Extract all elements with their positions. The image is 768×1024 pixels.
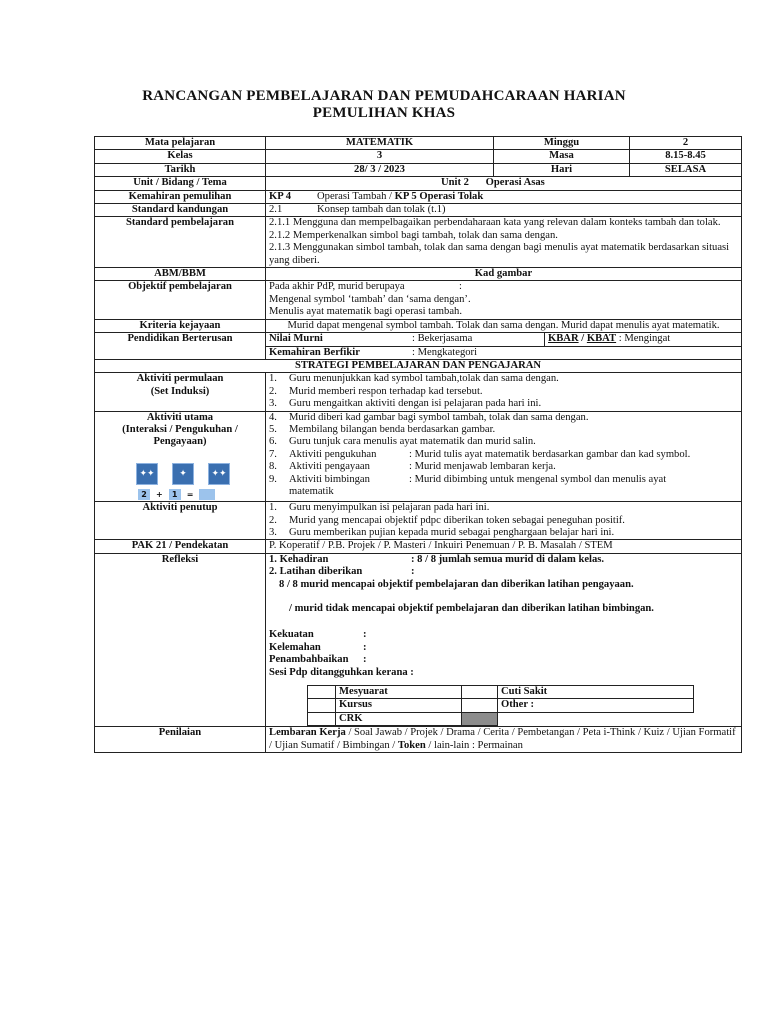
list-item: 5. Membilang bilangan benda berdasarkan gambar.	[269, 423, 496, 435]
value-utama	[266, 411, 742, 502]
equals-sign: =	[186, 489, 194, 499]
value-pak21: P. Koperatif / P.B. Projek / P. Masteri / Inkuiri Penemuan / P. B. Masalah / STEM	[266, 540, 742, 553]
value-standard-kandungan	[266, 204, 742, 217]
value-kelas: 3	[266, 150, 494, 163]
objektif-intro: Pada akhir PdP, murid berupaya :	[269, 281, 462, 293]
row-refleksi	[95, 553, 742, 726]
label-refleksi: Refleksi	[95, 553, 266, 726]
value-mata-pelajaran: MATEMATIK	[266, 137, 494, 150]
label-kursus: Kursus	[336, 699, 462, 712]
value-penilaian: Lembaran Kerja / Soal Jawab / Projek / Drama / Cerita / Pembetangan / Peta i-Think / Kuiz / Ujian Formatif / Ujian Sumatif / Bimbingan / Token / lain-lain : Permainan	[266, 727, 742, 753]
kemahiran-text-bold: KP 5 Operasi Tolak	[394, 190, 484, 202]
label-cuti-sakit: Cuti Sakit	[498, 686, 694, 699]
number-card: 2	[138, 489, 150, 500]
list-item: 1. Guru menunjukkan kad symbol tambah,tolak dan sama dengan.	[269, 373, 559, 385]
sp-item: 2.1.1 Mengguna dan mempelbagaikan perbendaharaan kata yang relevan dalam konteks tambah dan tolak.	[269, 217, 721, 229]
checkbox-crk[interactable]	[308, 712, 336, 725]
label-pak21: PAK 21 / Pendekatan	[95, 540, 266, 553]
unit-code: Unit 2	[441, 177, 469, 189]
value-masa: 8.15-8.45	[630, 150, 742, 163]
row-penilaian	[95, 727, 742, 753]
label-tarikh: Tarikh	[95, 163, 266, 176]
document-title	[0, 88, 768, 122]
list-item: 1. Guru menyimpulkan isi pelajaran pada hari ini.	[269, 502, 490, 514]
kbar-label: KBAR	[548, 333, 579, 345]
label-standard-pembelajaran: Standard pembelajaran	[95, 217, 266, 268]
checkbox-other[interactable]	[462, 699, 498, 712]
value-kriteria: Murid dapat mengenal symbol tambah. Tolak dan sama dengan. Murid dapat menulis ayat matematik.	[266, 319, 742, 332]
kemahiran-berfikir-value: : Mengkategori	[412, 346, 478, 358]
refleksi-line-2: / murid tidak mencapai objektif pembelajaran dan diberikan latihan bimbingan.	[289, 603, 654, 614]
list-item: 4. Murid diberi kad gambar bagi symbol tambah, tolak dan sama dengan.	[269, 411, 589, 423]
lesson-plan-table	[94, 136, 742, 753]
label-standard-kandungan: Standard kandungan	[95, 204, 266, 217]
checkbox-kursus[interactable]	[308, 699, 336, 712]
sp-item: 2.1.2 Memperkenalkan simbol bagi tambah, tolak dan sama dengan.	[269, 229, 558, 241]
row-kriteria	[95, 319, 742, 332]
title-line-2: PEMULIHAN KHAS	[312, 105, 456, 121]
label-penilaian: Penilaian	[95, 727, 266, 753]
list-item: 6. Guru tunjuk cara menulis ayat matematik dan murid salin.	[269, 436, 536, 448]
value-minggu: 2	[630, 137, 742, 150]
row-strategi	[95, 359, 742, 372]
unit-name: Operasi Asas	[485, 177, 545, 189]
nilai-murni-value: : Bekerjasama	[412, 333, 473, 345]
value-tarikh: 28/ 3 / 2023	[266, 163, 494, 176]
plus-sign: +	[156, 489, 163, 499]
list-item: 7. Aktiviti pengukuhan : Murid tulis ayat matematik berdasarkan gambar dan kad symbol.	[269, 448, 691, 460]
nilai-murni-label: Nilai Murni	[269, 333, 323, 345]
row-unit	[95, 177, 742, 190]
refleksi-kehadiran: 1. Kehadiran : 8 / 8 jumlah semua murid di dalam kelas.	[269, 553, 605, 565]
list-item: 3. Guru memberikan pujian kepada murid sebagai penghargaan belajar hari ini.	[269, 526, 615, 538]
label-minggu: Minggu	[494, 137, 630, 150]
row-pak21	[95, 540, 742, 553]
kbar-cell: KBAR / KBAT : Mengingat	[630, 333, 742, 346]
label-other: Other :	[498, 699, 694, 712]
row-standard-kandungan	[95, 204, 742, 217]
value-permulaan	[266, 373, 742, 411]
sp-item: 2.1.3 Menggunakan simbol tambah, tolak dan sama dengan bagi menulis ayat matematik berdasarkan situasi yang diberi.	[269, 242, 730, 266]
label-abm: ABM/BBM	[95, 268, 266, 281]
refleksi-sesi: Sesi Pdp ditangguhkan kerana :	[269, 666, 414, 678]
standard-kandungan-code: 2.1	[269, 204, 283, 216]
value-standard-pembelajaran	[266, 217, 742, 268]
list-item: 8. Aktiviti pengayaan : Murid menjawab lembaran kerja.	[269, 461, 556, 473]
number-card: 1	[169, 489, 181, 500]
star-card-icon: ✦	[172, 463, 194, 485]
label-mesyuarat: Mesyuarat	[336, 686, 462, 699]
empty-cell	[498, 712, 694, 725]
row-objektif	[95, 281, 742, 319]
answer-card	[199, 489, 215, 500]
refleksi-kekuatan: Kekuatan :	[269, 629, 367, 641]
symbol-card-icons	[136, 463, 262, 485]
refleksi-kelemahan: Kelemahan :	[269, 641, 367, 653]
value-unit	[266, 177, 742, 190]
star-card-icon: ✦✦	[208, 463, 230, 485]
kemahiran-berfikir-label: Kemahiran Berfikir	[269, 346, 360, 358]
objektif-item: Mengenal symbol ‘tambah’ dan ‘sama dengan’.	[269, 293, 471, 305]
value-penutup	[266, 502, 742, 540]
label-unit: Unit / Bidang / Tema	[95, 177, 266, 190]
label-utama: Aktiviti utama (Interaksi / Pengukuhan / Pengayaan) ✦✦ ✦ ✦✦ 2 + 1 =	[95, 411, 266, 502]
list-item: 2. Murid memberi respon terhadap kad tersebut.	[269, 385, 483, 397]
label-masa: Masa	[494, 150, 630, 163]
label-kriteria: Kriteria kejayaan	[95, 319, 266, 332]
kbat-value: : Mengingat	[616, 333, 671, 345]
row-penutup	[95, 502, 742, 540]
label-kemahiran: Kemahiran pemulihan	[95, 190, 266, 203]
label-objektif: Objektif pembelajaran	[95, 281, 266, 319]
row-abm	[95, 268, 742, 281]
shaded-cell	[462, 712, 498, 725]
list-item: matematik	[289, 485, 334, 497]
kbat-label: KBAT	[586, 333, 617, 345]
value-objektif	[266, 281, 742, 319]
row-kelas	[95, 150, 742, 163]
row-permulaan	[95, 373, 742, 411]
postponed-reasons-table	[307, 685, 694, 726]
label-mata-pelajaran: Mata pelajaran	[95, 137, 266, 150]
objektif-item: Menulis ayat matematik bagi operasi tambah.	[269, 306, 462, 318]
row-kemahiran	[95, 190, 742, 203]
strategi-heading: STRATEGI PEMBELAJARAN DAN PENGAJARAN	[95, 359, 742, 372]
label-pendidikan: Pendidikan Berterusan	[95, 333, 266, 360]
title-line-1: RANCANGAN PEMBELAJARAN DAN PEMUDAHCARAAN HARIAN	[142, 88, 626, 104]
list-item: 3. Guru mengaitkan aktiviti dengan isi pelajaran pada hari ini.	[269, 398, 542, 410]
label-crk: CRK	[336, 712, 462, 725]
refleksi-line-1: 8 / 8 murid mencapai objektif pembelajaran dan diberikan latihan pengayaan.	[279, 578, 634, 590]
kemahiran-code: KP 4	[269, 190, 292, 202]
kemahiran-berfikir-cell	[266, 346, 742, 359]
label-penutup: Aktiviti penutup	[95, 502, 266, 540]
value-hari: SELASA	[630, 163, 742, 176]
refleksi-penambahbaikan: Penambahbaikan :	[269, 654, 367, 666]
row-mata-pelajaran	[95, 137, 742, 150]
value-refleksi	[266, 553, 742, 726]
row-tarikh	[95, 163, 742, 176]
row-pendidikan-nilai	[95, 333, 742, 346]
checkbox-cuti-sakit[interactable]	[462, 686, 498, 699]
value-kemahiran	[266, 190, 742, 203]
label-hari: Hari	[494, 163, 630, 176]
list-item: 2. Murid yang mencapai objektif pdpc diberikan token sebagai peneguhan positif.	[269, 514, 625, 526]
symbol-number-cards	[138, 489, 262, 501]
row-standard-pembelajaran	[95, 217, 742, 268]
label-permulaan: Aktiviti permulaan (Set Induksi)	[95, 373, 266, 411]
list-item: 9. Aktiviti bimbingan : Murid dibimbing untuk mengenal symbol dan menulis ayat	[269, 473, 667, 485]
kemahiran-text: Operasi Tambah /	[317, 190, 392, 202]
refleksi-latihan: 2. Latihan diberikan :	[269, 566, 415, 578]
row-utama	[95, 411, 742, 502]
star-card-icon: ✦✦	[136, 463, 158, 485]
checkbox-mesyuarat[interactable]	[308, 686, 336, 699]
standard-kandungan-text: Konsep tambah dan tolak (t.1)	[317, 204, 446, 216]
value-abm: Kad gambar	[266, 268, 742, 281]
label-kelas: Kelas	[95, 150, 266, 163]
